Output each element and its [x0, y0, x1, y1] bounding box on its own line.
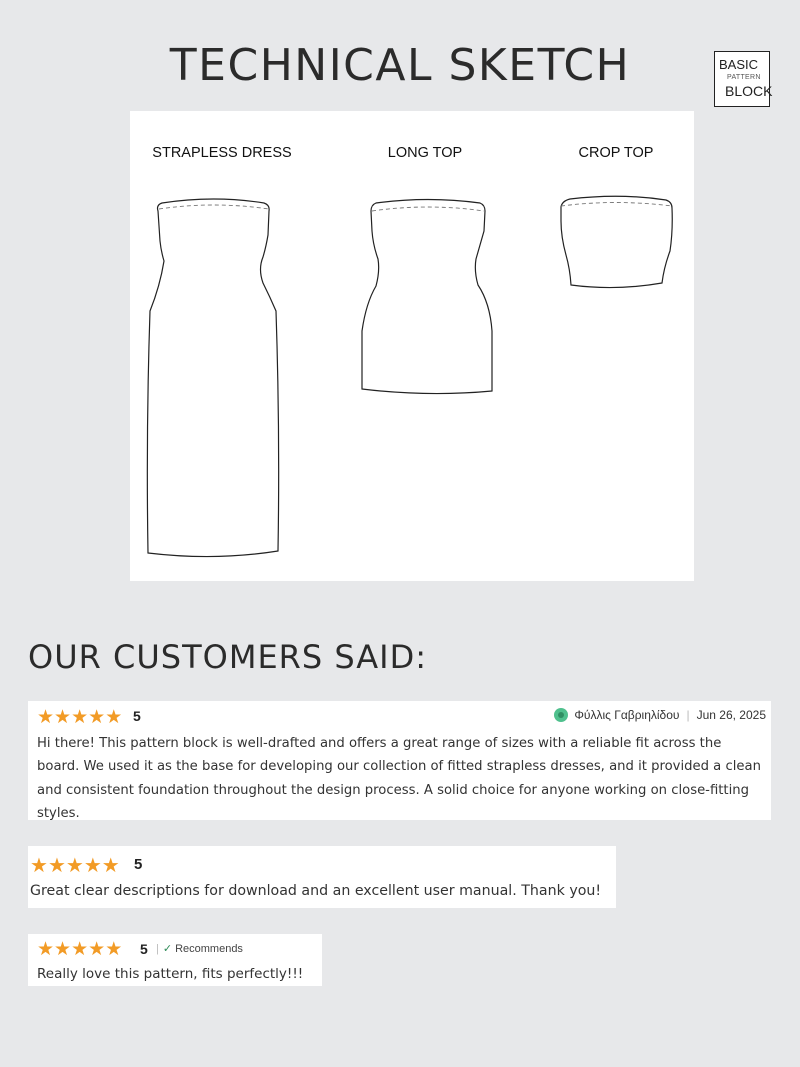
star-icon: ★ [71, 707, 89, 728]
recommends-label: Recommends [175, 942, 243, 955]
star-icon: ★ [54, 707, 72, 728]
garment-label-strapless-dress: STRAPLESS DRESS [152, 145, 292, 161]
recommends-badge [152, 942, 243, 955]
reviews-heading: OUR CUSTOMERS SAID: [28, 638, 428, 676]
review-date: Jun 26, 2025 [696, 708, 766, 722]
star-icon: ★ [37, 707, 55, 728]
logo-line-3: BLOCK [725, 83, 773, 99]
long-top-sketch [362, 200, 492, 394]
crop-top-sketch [561, 196, 672, 287]
garment-label-long-top: LONG TOP [387, 145, 463, 161]
strapless-dress-sketch [147, 199, 278, 557]
star-icon: ★ [88, 939, 106, 960]
star-icon: ★ [37, 939, 55, 960]
avatar [554, 708, 568, 722]
review-text: Really love this pattern, fits perfectly!!! [37, 966, 304, 982]
rating-value: 5 [134, 856, 143, 873]
divider: | [156, 942, 159, 955]
checkmark-icon: ✓ [162, 943, 173, 955]
star-icon: ★ [54, 939, 72, 960]
review-text: Hi there! This pattern block is well-drafted and offers a great range of sizes with a reliable fit across the board. We used it as the base for developing our collection of fitted strapless dresses, and it provided a clean and consistent foundation throughout the design process. A solid choice for anyone working on close-fitting styles. [37, 736, 761, 821]
star-rating [30, 853, 120, 878]
star-icon: ★ [101, 855, 120, 877]
star-icon: ★ [105, 707, 123, 728]
star-icon: ★ [30, 855, 48, 877]
technical-sketch-panel [130, 111, 694, 581]
brand-logo [714, 51, 773, 107]
star-rating [37, 706, 122, 729]
review-card [28, 701, 771, 820]
rating-value: 5 [133, 708, 141, 724]
page-title: TECHNICAL SKETCH [169, 40, 631, 91]
review-meta [554, 708, 766, 722]
review-card [28, 934, 322, 986]
star-icon: ★ [65, 855, 84, 877]
star-icon: ★ [105, 939, 123, 960]
star-icon: ★ [47, 855, 66, 877]
review-text: Great clear descriptions for download and an excellent user manual. Thank you! [30, 883, 602, 899]
star-rating [37, 938, 122, 961]
review-card [28, 846, 616, 908]
star-icon: ★ [83, 855, 102, 877]
divider: | [686, 708, 690, 722]
technical-sketch-drawing [130, 111, 694, 581]
rating-value: 5 [140, 941, 148, 957]
reviewer-name[interactable]: Φύλλις Γαβριηλίδου [574, 708, 680, 722]
star-icon: ★ [88, 707, 106, 728]
logo-line-2: PATTERN [727, 74, 761, 81]
garment-label-crop-top: CROP TOP [578, 145, 654, 161]
star-icon: ★ [71, 939, 89, 960]
logo-line-1: BASIC [719, 57, 759, 72]
